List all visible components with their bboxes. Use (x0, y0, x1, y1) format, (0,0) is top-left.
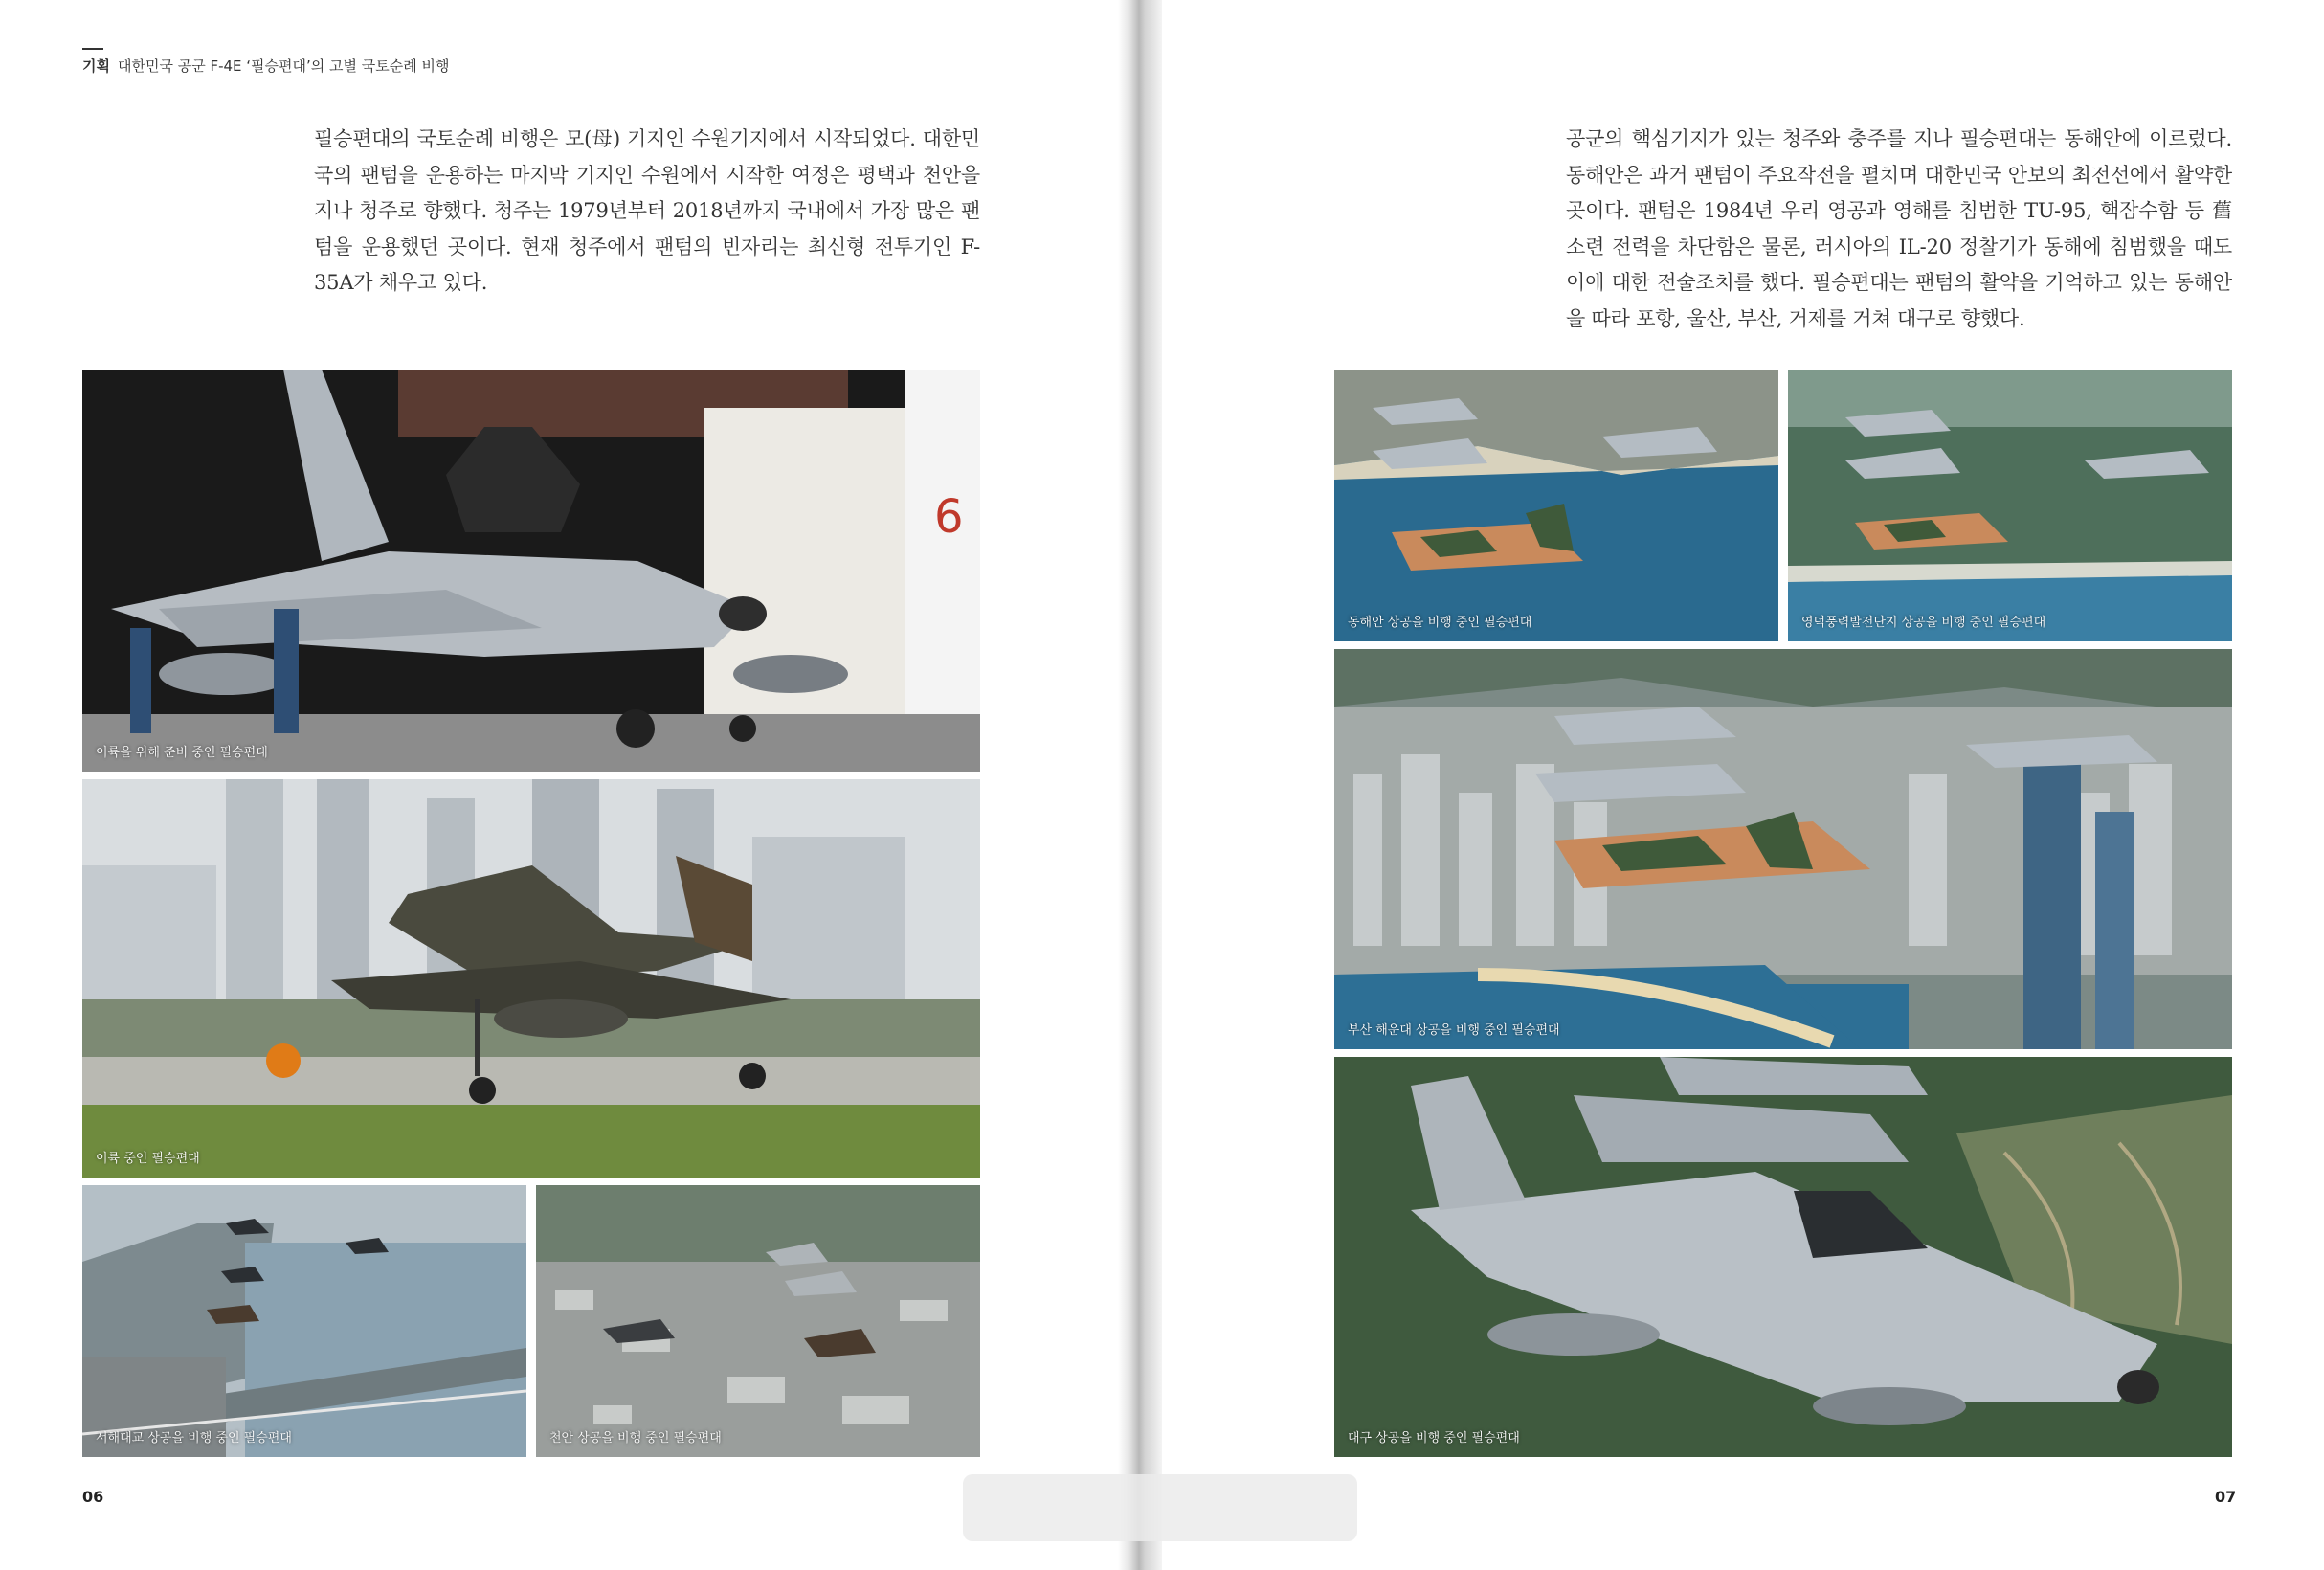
photo-haeundae (1334, 649, 2232, 1049)
left-page (0, 0, 1118, 1570)
daegu-image (1334, 1057, 2232, 1457)
photo-daegu (1334, 1057, 2232, 1457)
city-flyover-image (536, 1185, 980, 1457)
photo-east-coast (1334, 370, 1778, 641)
page-number-right: 07 (2215, 1488, 2237, 1506)
photo-jet-takeoff (82, 779, 980, 1178)
photo-city-flyover (536, 1185, 980, 1457)
wind-farm-image (1788, 370, 2232, 641)
photo-jet-preparing (82, 370, 980, 772)
photo-caption: 영덕풍력발전단지 상공을 비행 중인 필승편대 (1801, 616, 2046, 630)
photo-caption: 서해대교 상공을 비행 중인 필승편대 (96, 1431, 292, 1446)
running-head (82, 56, 450, 76)
photo-caption: 이륙을 위해 준비 중인 필승편대 (96, 746, 268, 760)
article-title: 대한민국 공군 F-4E ‘필승편대’의 고별 국토순례 비행 (117, 57, 450, 75)
left-body-paragraph: 필승편대의 국토순례 비행은 모(母) 기지인 수원기지에서 시작되었다. 대한민국의 팬텀을 운용하는 마지막 기지인 수원에서 시작한 여정은 평택과 천안을 지나 청주로 향했다. 청주는 1979년부터 2018년까지 국내에서 가장 많은 팬텀을 운용했던 곳이다. 현재 청주에서 팬텀의 빈자리는 최신형 전투기인 F-35A가 채우고 있다. (314, 127, 980, 294)
redaction-overlay (963, 1474, 1357, 1541)
haeundae-image (1334, 649, 2232, 1049)
photo-caption: 천안 상공을 비행 중인 필승편대 (549, 1431, 722, 1446)
bridge-flyover-image (82, 1185, 526, 1457)
right-page (1162, 0, 2324, 1570)
photo-bridge-flyover (82, 1185, 526, 1457)
svg-text:6: 6 (934, 490, 964, 544)
east-coast-image (1334, 370, 1778, 641)
page-number-left: 06 (82, 1488, 104, 1506)
jet-takeoff-image (82, 779, 980, 1178)
photo-caption: 동해안 상공을 비행 중인 필승편대 (1348, 616, 1532, 630)
photo-caption: 이륙 중인 필승편대 (96, 1152, 200, 1166)
jet-preparing-image (82, 370, 980, 772)
right-body-paragraph: 공군의 핵심기지가 있는 청주와 충주를 지나 필승편대는 동해안에 이르렀다. 동해안은 과거 팬텀이 주요작전을 펼치며 대한민국 안보의 최전선에서 활약한 곳이다. 팬텀은 1984년 우리 영공과 영해를 침범한 TU-95, 핵잠수함 등 舊 소련 전력을 차단함은 물론, 러시아의 IL-20 정찰기가 동해에 침범했을 때도 이에 대한 전술조치를 했다. 필승편대는 팬텀의 활약을 기억하고 있는 동해안을 따라 포항, 울산, 부산, 거제를 거쳐 대구로 향했다. (1566, 127, 2232, 330)
section-label: 기획 (82, 57, 110, 75)
book-gutter (1118, 0, 1162, 1570)
running-head-rule (82, 48, 103, 50)
photo-caption: 부산 해운대 상공을 비행 중인 필승편대 (1348, 1023, 1560, 1038)
photo-wind-farm (1788, 370, 2232, 641)
photo-caption: 대구 상공을 비행 중인 필승편대 (1348, 1431, 1520, 1446)
